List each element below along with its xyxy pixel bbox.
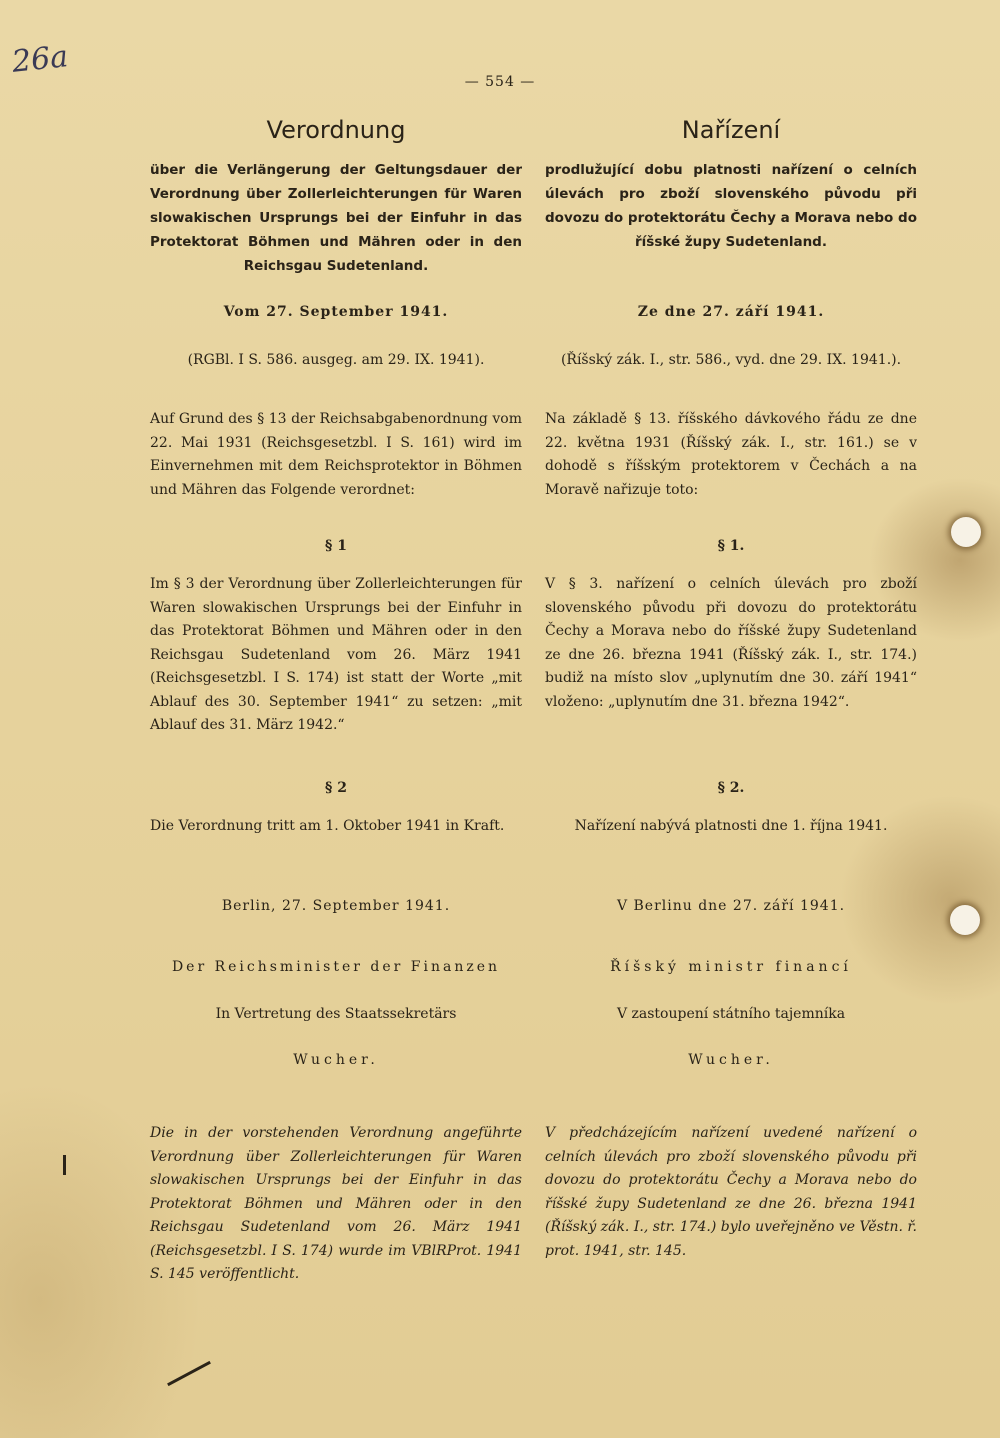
german-reference: (RGBl. I S. 586. ausgeg. am 29. IX. 1941). (187, 352, 485, 368)
german-place-date: Berlin, 27. September 1941. (221, 898, 451, 914)
czech-date: Ze dne 27. září 1941. (637, 304, 825, 320)
czech-signature: Wucher. (688, 1052, 774, 1068)
czech-section-1-text: V § 3. nařízení o celních úlevách pro zboží slovenského původu při dovozu do protektorátu Čechy a Morava nebo do říšské župy Sudetenland ze dne 26. března 1941 (Říšský zák. I., str. 174.) budiž na místo slov „uplynutím dne 30. září 1941“ vloženo: „uplynutím dne 31. března 1942“. (545, 576, 917, 710)
pencil-stroke (167, 1361, 211, 1386)
german-signature: Wucher. (293, 1052, 379, 1068)
czech-section-1-title: § 1. (717, 538, 745, 554)
punch-hole-bottom (950, 905, 980, 935)
czech-note: V předcházejícím nařízení uvedené nařízení o celních úlevách pro zboží slovenského původu při dovozu do protektorátu Čechy a Morava nebo do říšské župy Sudetenland ze dne 26. března 1941 (Říšský zák. I., str. 174.) bylo uveřejněno ve Věstn. ř. prot. 1941, str. 145. (545, 1125, 917, 1259)
czech-intro: Na základě § 13. říšského dávkového řádu ze dne 22. května 1931 (Říšský zák. I., str. 161.) se v dohodě s říšským protektorem v Čechách a na Moravě nařizuje toto: (545, 411, 917, 498)
handwritten-annotation: 26a (10, 39, 70, 80)
german-representation: In Vertretung des Staatssekretärs (215, 1006, 457, 1022)
czech-reference: (Říšský zák. I., str. 586., vyd. dne 29. IX. 1941.). (560, 352, 902, 368)
german-intro: Auf Grund des § 13 der Reichsabgabenordnung vom 22. Mai 1931 (Reichsgesetzbl. I S. 161) wird im Einvernehmen mit dem Reichsprotektor in Böhmen und Mähren das Folgende verordnet: (150, 411, 522, 498)
german-section-1-text: Im § 3 der Verordnung über Zollerleichterungen für Waren slowakischen Ursprungs bei der Einfuhr in das Protektorat Böhmen und Mähren oder in den Reichsgau Sudetenland vom 26. März 1941 (Reichsgesetzbl. I S. 174) ist statt der Worte „mit Ablauf des 30. September 1941“ zu setzen: „mit Ablauf des 31. März 1942.“ (150, 576, 522, 733)
czech-heading: Nařízení (681, 116, 781, 144)
czech-section-2-title: § 2. (717, 780, 745, 796)
punch-hole-top (951, 517, 981, 547)
czech-representation: V zastoupení státního tajemníka (616, 1006, 846, 1022)
czech-section-2-text: Nařízení nabývá platnosti dne 1. října 1941. (574, 818, 888, 834)
page-number: — 554 — (464, 74, 536, 90)
german-date: Vom 27. September 1941. (223, 304, 449, 320)
german-section-2-text: Die Verordnung tritt am 1. Oktober 1941 in Kraft. (150, 818, 505, 834)
stray-mark-left (63, 1155, 66, 1175)
czech-minister: Říšský ministr financí (610, 959, 852, 975)
german-heading: Verordnung (266, 116, 406, 144)
czech-place-date: V Berlinu dne 27. září 1941. (616, 898, 846, 914)
german-section-1-title: § 1 (325, 538, 347, 554)
czech-subtitle: prodlužující dobu platnosti nařízení o celních úlevách pro zboží slovenského původu při dovozu do protektorátu Čechy a Morava nebo do říšské župy Sudetenland. (545, 162, 917, 250)
german-section-2-title: § 2 (325, 780, 347, 796)
german-note: Die in der vorstehenden Verordnung angeführte Verordnung über Zollerleichterungen für Waren slowakischen Ursprungs bei der Einfuhr in das Protektorat Böhmen und Mähren oder in den Reichsgau Sudetenland vom 26. März 1941 (Reichsgesetzbl. I S. 174) wurde im VBlRProt. 1941 S. 145 veröffentlicht. (150, 1125, 522, 1282)
german-subtitle: über die Verlängerung der Geltungsdauer der Verordnung über Zollerleichterungen für Waren slowakischen Ursprungs bei der Einfuhr in das Protektorat Böhmen und Mähren oder in den Reichsgau Sudetenland. (150, 162, 522, 274)
german-minister: Der Reichsminister der Finanzen (171, 959, 501, 975)
